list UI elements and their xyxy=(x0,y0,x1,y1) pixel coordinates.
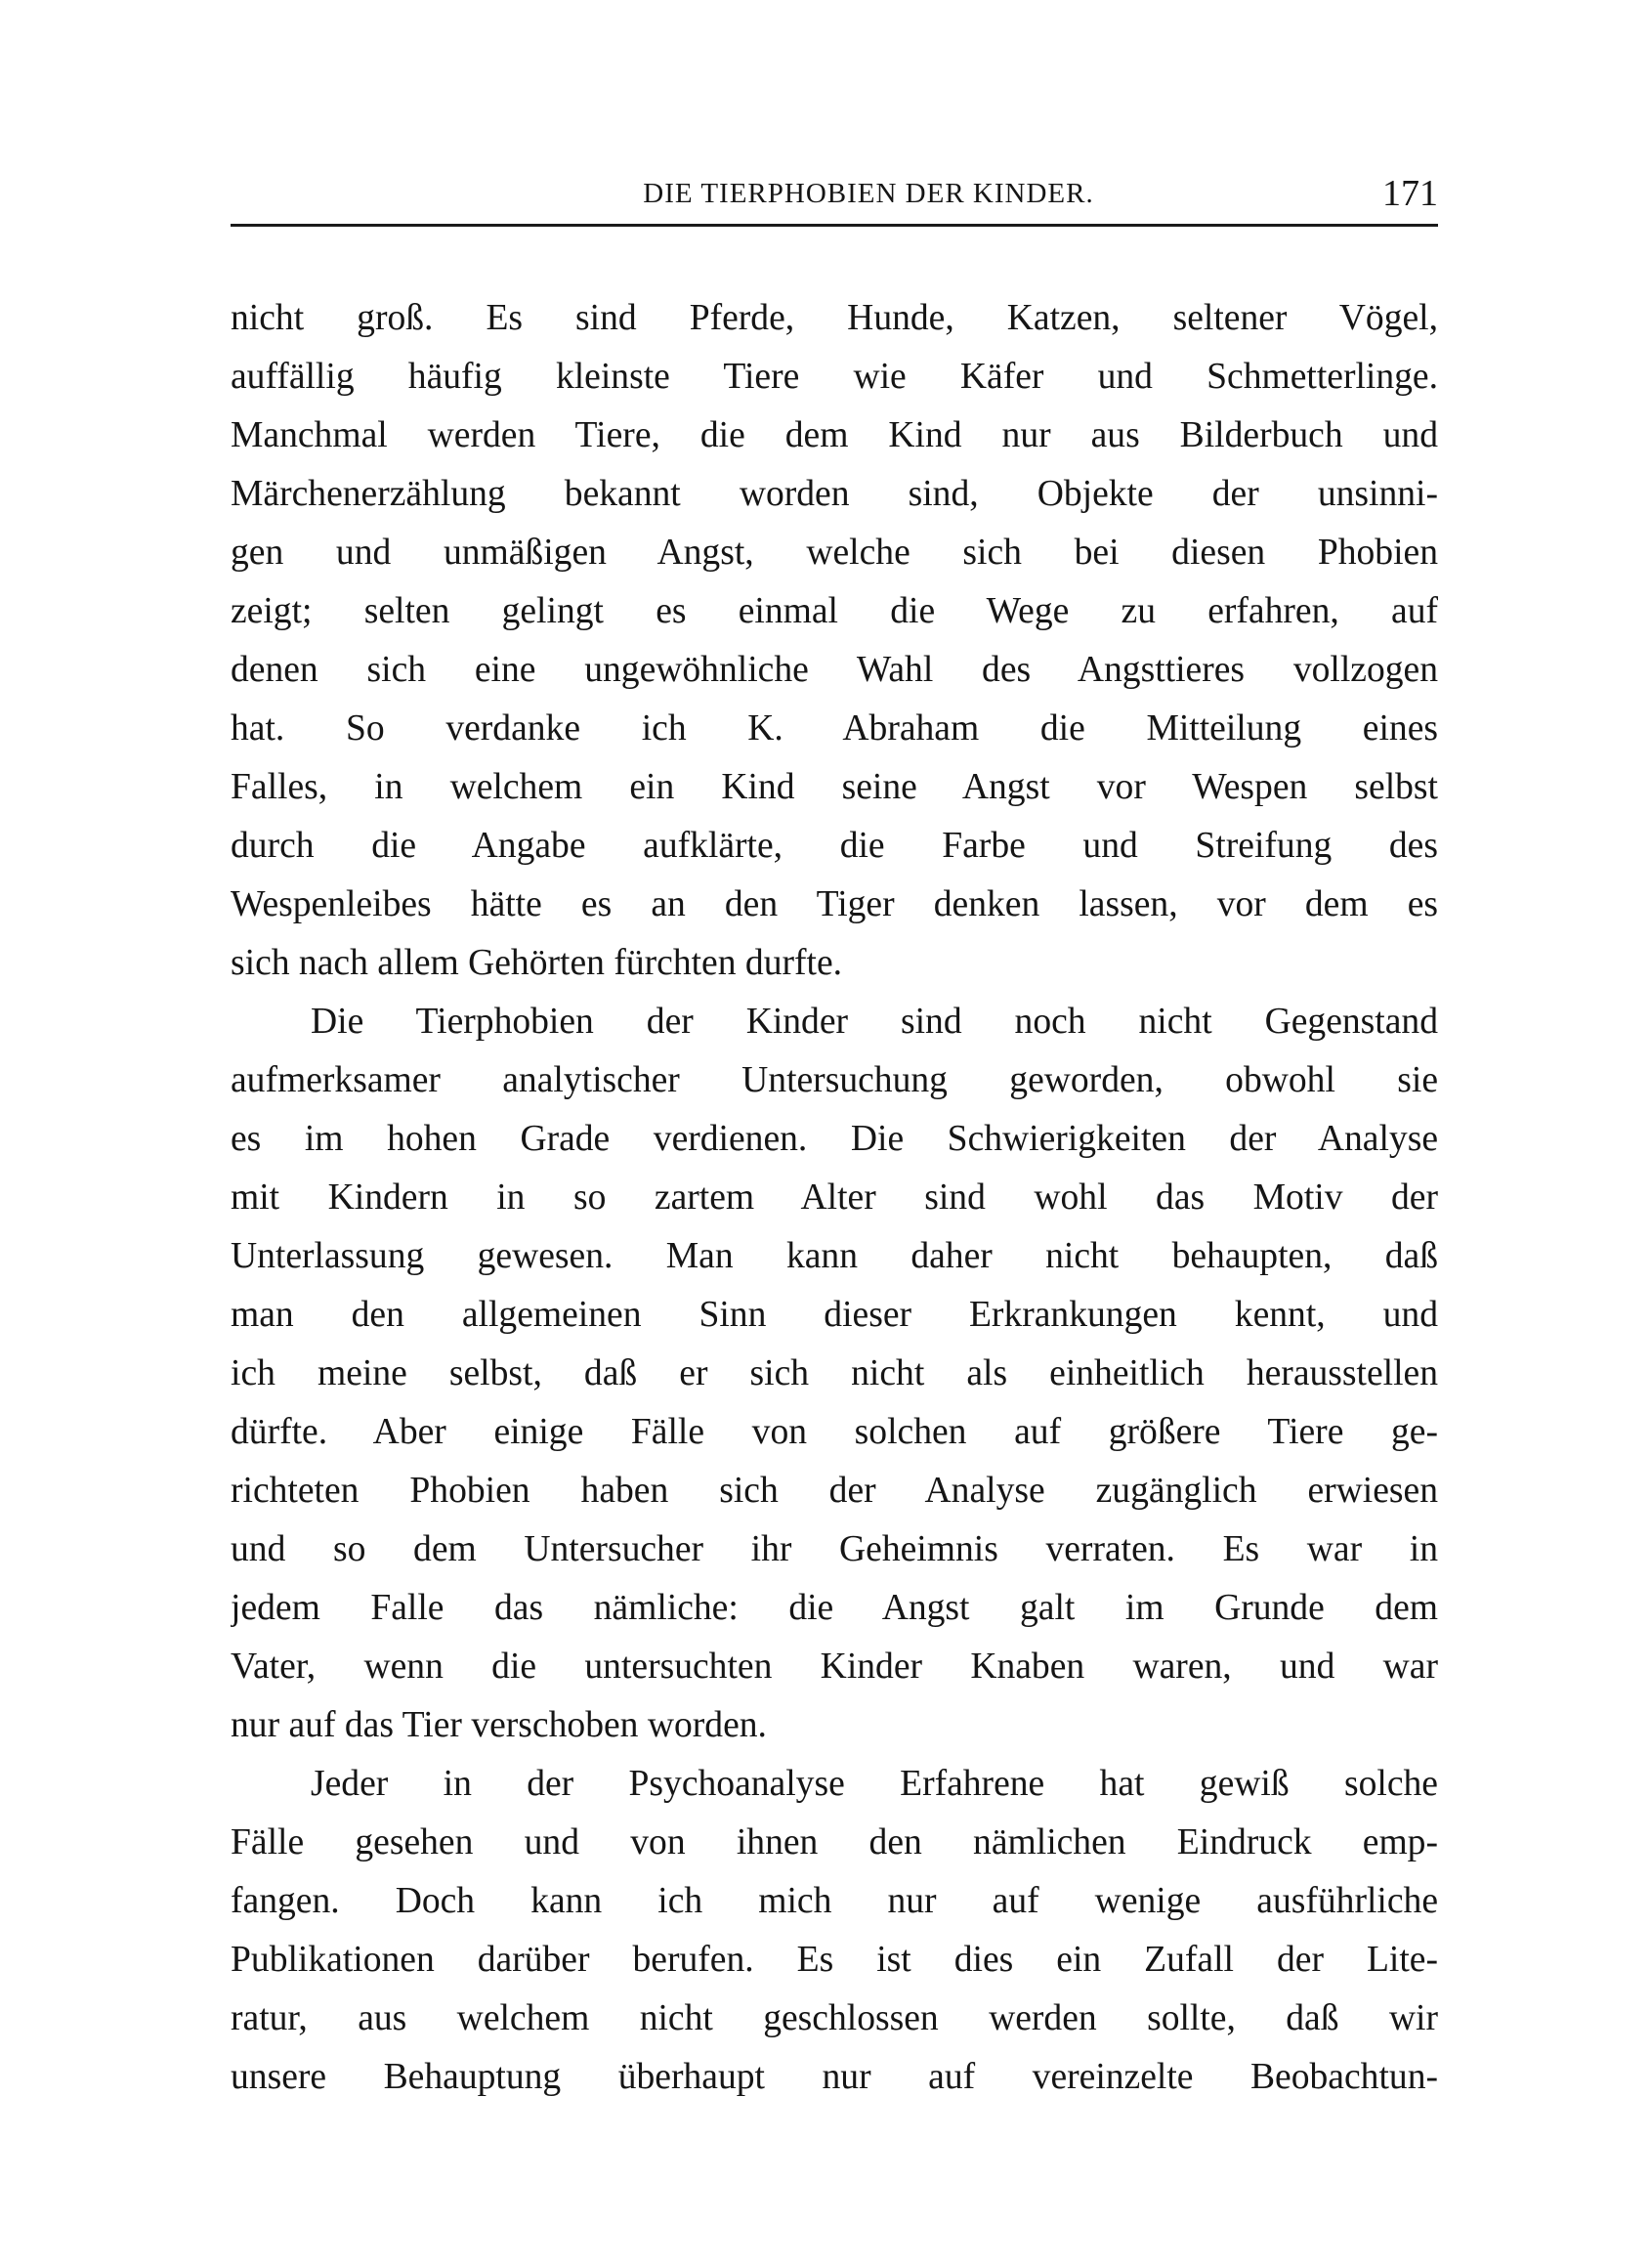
text-line: Unterlassung gewesen. Man kann daher nicht behaupten, daß xyxy=(231,1236,1438,1276)
page-number: 171 xyxy=(1382,173,1438,214)
text-line: gen und unmäßigen Angst, welche sich bei diesen Phobien xyxy=(231,533,1438,573)
body-text xyxy=(231,289,1438,2107)
text-line: nicht groß. Es sind Pferde, Hunde, Katzen, seltener Vögel, xyxy=(231,298,1438,338)
text-line: unsere Behauptung überhaupt nur auf vereinzelte Beobachtun- xyxy=(231,2057,1438,2097)
page-header xyxy=(231,172,1438,225)
text-line: zeigt; selten gelingt es einmal die Wege zu erfahren, auf xyxy=(231,591,1438,631)
paragraph-start-line: Die Tierphobien der Kinder sind noch nicht Gegenstand xyxy=(311,1002,1438,1042)
text-line: fangen. Doch kann ich mich nur auf wenige ausführliche xyxy=(231,1881,1438,1921)
paragraph-end-line: sich nach allem Gehörten fürchten durfte. xyxy=(231,943,843,983)
text-line: auffällig häufig kleinste Tiere wie Käfer und Schmetterlinge. xyxy=(231,357,1438,397)
running-title: DIE TIERPHOBIEN DER KINDER. xyxy=(643,178,1094,209)
text-line: es im hohen Grade verdienen. Die Schwierigkeiten der Analyse xyxy=(231,1119,1438,1159)
text-line: man den allgemeinen Sinn dieser Erkrankungen kennt, und xyxy=(231,1295,1438,1335)
text-line: dürfte. Aber einige Fälle von solchen auf größere Tiere ge- xyxy=(231,1412,1438,1452)
text-line: richteten Phobien haben sich der Analyse zugänglich erwiesen xyxy=(231,1471,1438,1511)
paragraph-start-line: Jeder in der Psychoanalyse Erfahrene hat gewiß solche xyxy=(311,1764,1438,1804)
header-rule xyxy=(231,224,1438,227)
text-line: jedem Falle das nämliche: die Angst galt im Grunde dem xyxy=(231,1588,1438,1628)
text-line: aufmerksamer analytischer Untersuchung geworden, obwohl sie xyxy=(231,1060,1438,1100)
text-line: Falles, in welchem ein Kind seine Angst vor Wespen selbst xyxy=(231,767,1438,807)
text-line: Vater, wenn die untersuchten Kinder Knaben waren, und war xyxy=(231,1647,1438,1687)
text-line: Märchenerzählung bekannt worden sind, Objekte der unsinni- xyxy=(231,474,1438,514)
text-line: Wespenleibes hätte es an den Tiger denken lassen, vor dem es xyxy=(231,884,1438,924)
text-line: mit Kindern in so zartem Alter sind wohl das Motiv der xyxy=(231,1177,1438,1218)
text-line: ratur, aus welchem nicht geschlossen werden sollte, daß wir xyxy=(231,1998,1438,2038)
paragraph-end-line: nur auf das Tier verschoben worden. xyxy=(231,1705,767,1745)
text-line: denen sich eine ungewöhnliche Wahl des Angsttieres vollzogen xyxy=(231,650,1438,690)
text-line: Manchmal werden Tiere, die dem Kind nur aus Bilderbuch und xyxy=(231,415,1438,455)
text-line: ich meine selbst, daß er sich nicht als einheitlich herausstellen xyxy=(231,1353,1438,1393)
text-line: durch die Angabe aufklärte, die Farbe und Streifung des xyxy=(231,826,1438,866)
text-line: hat. So verdanke ich K. Abraham die Mitteilung eines xyxy=(231,708,1438,749)
text-line: Fälle gesehen und von ihnen den nämlichen Eindruck emp- xyxy=(231,1822,1438,1862)
text-line: und so dem Untersucher ihr Geheimnis verraten. Es war in xyxy=(231,1529,1438,1569)
text-line: Publikationen darüber berufen. Es ist dies ein Zufall der Lite- xyxy=(231,1940,1438,1980)
